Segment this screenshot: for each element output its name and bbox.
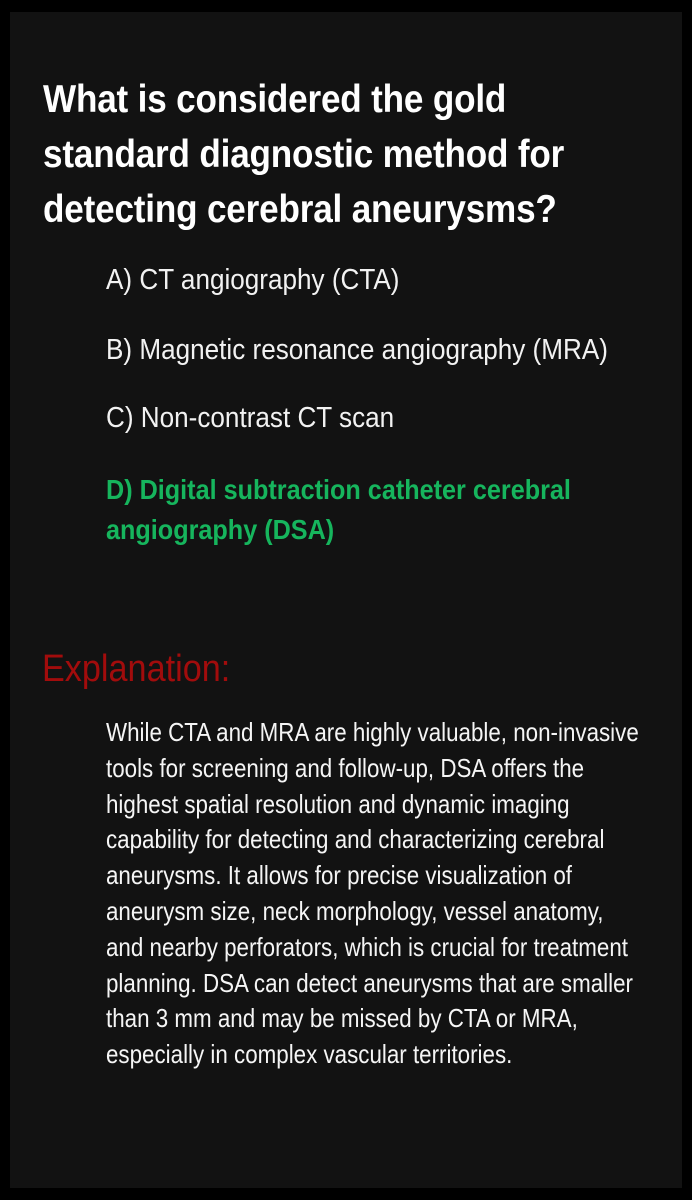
quiz-card: [10, 12, 682, 1188]
question-text: What is considered the gold standard diagnostic method for detecting cerebral aneurysms?: [43, 78, 565, 231]
answer-options: [106, 262, 666, 584]
option-b[interactable]: B) Magnetic resonance angiography (MRA): [106, 334, 608, 366]
option-a[interactable]: A) CT angiography (CTA): [106, 264, 400, 296]
explanation-text: While CTA and MRA are highly valuable, non-invasive tools for screening and follow-up, DSA offers the highest spatial resolution and dynamic imaging capability for detecting and characterizing cerebral aneurysms. It allows for precise visualization of aneurysm size, neck morphology, vessel anatomy, and nearby perforators, which is crucial for treatment planning. DSA can detect aneurysms that are smaller than 3 mm and may be missed by CTA or MRA, especially in complex vascular territories.: [106, 717, 639, 1070]
explanation-title: Explanation:: [42, 648, 231, 690]
option-d-correct[interactable]: D) Digital subtraction catheter cerebral angiography (DSA): [106, 474, 571, 545]
option-c[interactable]: C) Non-contrast CT scan: [106, 402, 395, 434]
